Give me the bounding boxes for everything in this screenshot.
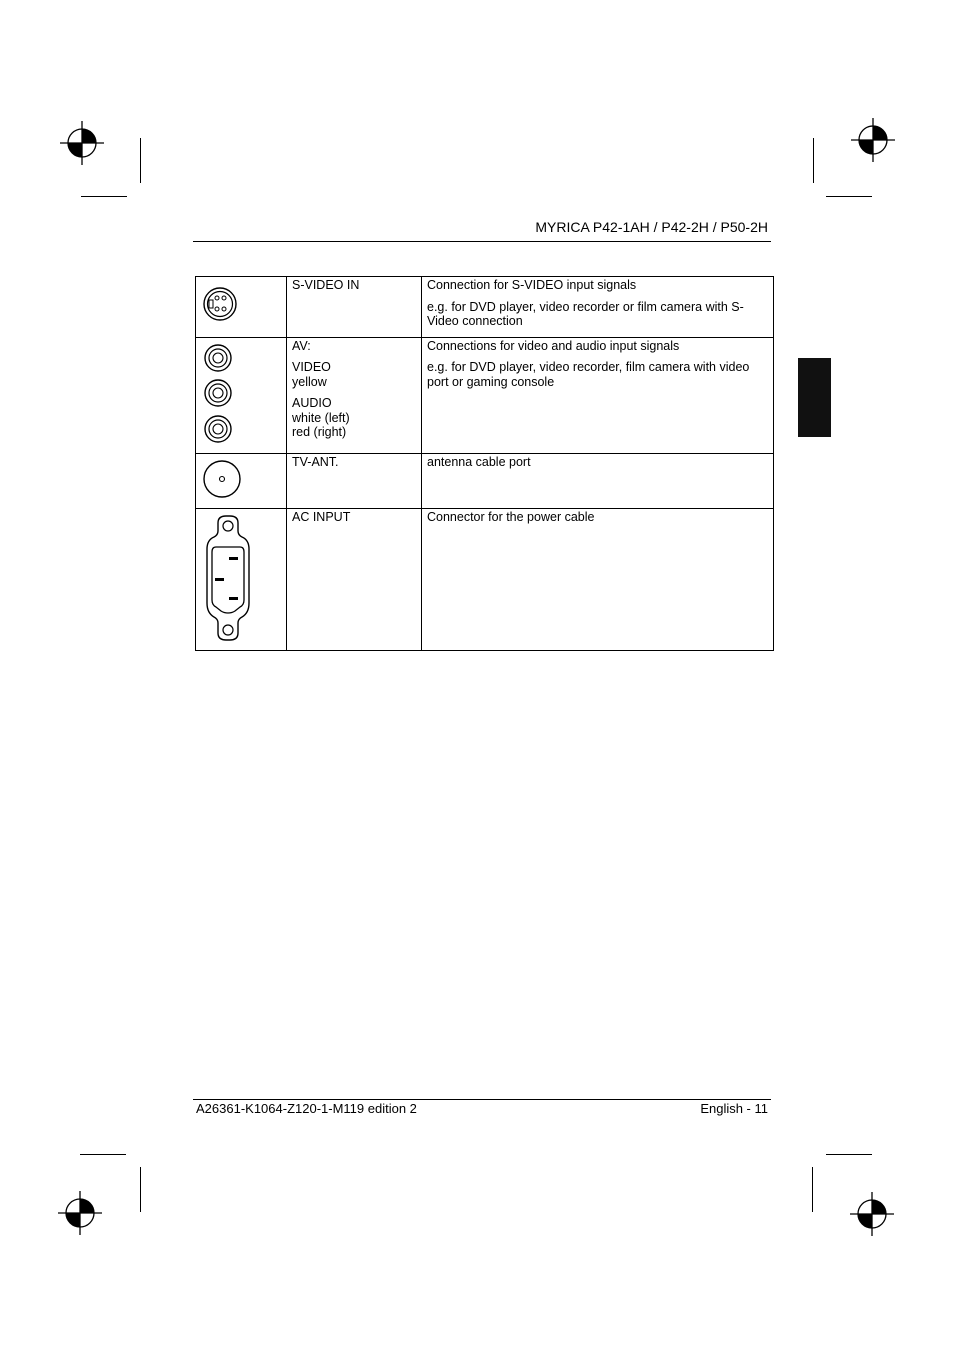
connector-name-cell [287, 508, 422, 651]
crop-mark [140, 138, 141, 183]
connector-description-cell [422, 454, 774, 509]
connector-description: Connector for the power cable [427, 509, 595, 524]
crop-mark [80, 1154, 126, 1155]
connector-name: AC INPUT [292, 509, 351, 524]
table-row [196, 508, 774, 651]
connector-description-cell [422, 508, 774, 651]
page-header-title: MYRICA P42-1AH / P42-2H / P50-2H [535, 219, 768, 235]
registration-mark-icon [60, 121, 104, 165]
crop-mark [812, 1167, 813, 1212]
crop-mark [826, 196, 872, 197]
connector-description-detail: e.g. for DVD player, video recorder, film camera with video port or gaming console [427, 360, 750, 389]
connector-description: antenna cable port [427, 455, 531, 469]
crop-mark [81, 196, 127, 197]
rca-connectors-icon [196, 338, 286, 450]
icon-cell [196, 337, 287, 454]
footer-divider [193, 1099, 771, 1100]
crop-mark [826, 1154, 872, 1155]
icon-cell [196, 277, 287, 338]
connector-name: AV: [292, 338, 311, 353]
ac-power-connector-icon [196, 509, 286, 647]
connector-name-cell [287, 337, 422, 454]
registration-mark-icon [851, 118, 895, 162]
connector-name-cell [287, 277, 422, 338]
table-row [196, 277, 774, 338]
connector-description-cell [422, 337, 774, 454]
connector-name: S-VIDEO IN [292, 278, 360, 292]
registration-mark-icon [58, 1191, 102, 1235]
document-id: A26361-K1064-Z120-1-M119 edition 2 [196, 1101, 417, 1116]
connector-name: TV-ANT. [292, 455, 339, 469]
table-row [196, 337, 774, 454]
registration-mark-icon [850, 1192, 894, 1236]
antenna-connector-icon [196, 454, 286, 504]
video-channel-label: VIDEO yellow [292, 360, 331, 389]
table-row [196, 454, 774, 509]
connector-description-cell [422, 277, 774, 338]
s-video-connector-icon [196, 277, 286, 333]
connector-description-detail: e.g. for DVD player, video recorder or film camera with S-Video connection [427, 299, 744, 328]
chapter-tab-marker [798, 358, 831, 437]
crop-mark [813, 138, 814, 183]
connector-table [195, 276, 774, 651]
icon-cell [196, 454, 287, 509]
page-number: English - 11 [700, 1101, 768, 1116]
audio-channel-label: AUDIO white (left) red (right) [292, 396, 350, 439]
connector-name-cell [287, 454, 422, 509]
icon-cell [196, 508, 287, 651]
connector-description: Connection for S-VIDEO input signals [427, 278, 637, 292]
connector-description: Connections for video and audio input signals [427, 338, 680, 353]
crop-mark [140, 1167, 141, 1212]
header-divider [193, 241, 771, 242]
